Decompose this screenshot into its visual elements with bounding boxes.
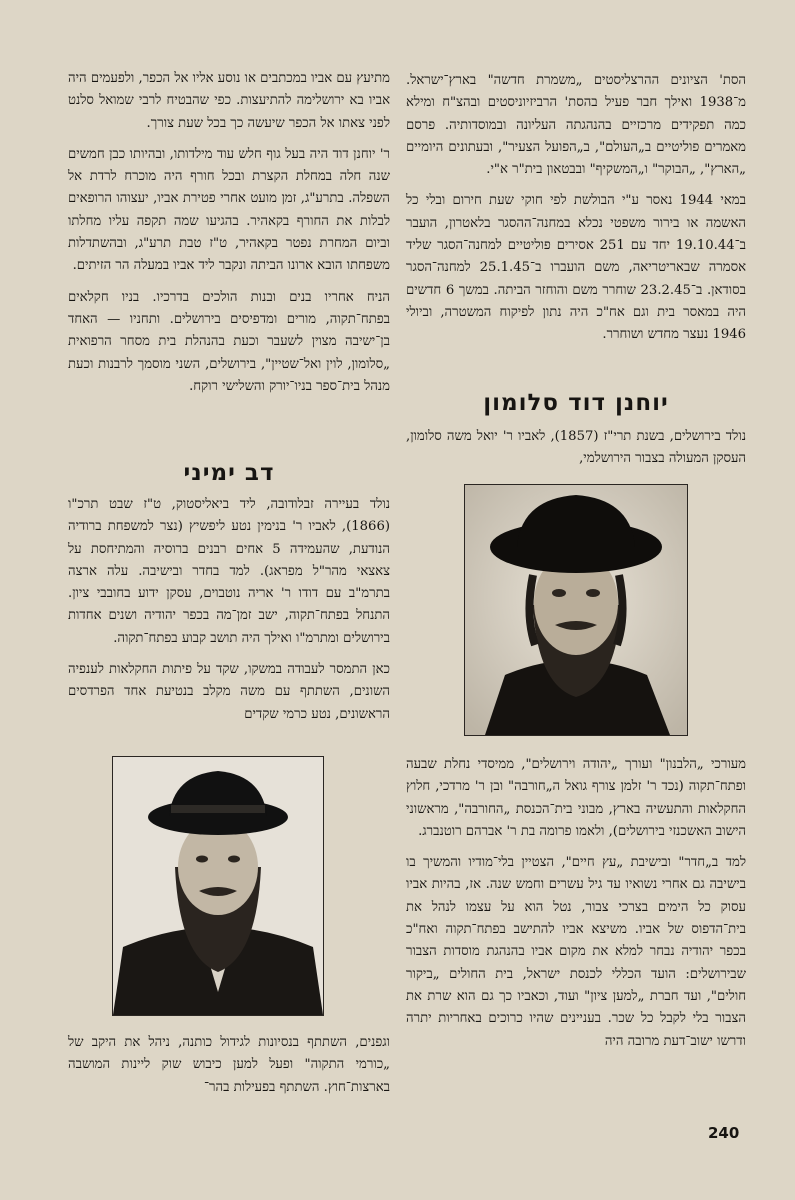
right-column-top xyxy=(406,70,746,356)
left-column-top xyxy=(68,68,390,407)
paragraph: הניח אחריו בנים ובנות הולכים בדרכיו. בניו חקלאים בפתח־תקוה, מורים ומדפיסים בירושלים. ותחניו — האחד בן־ישיבה מצוין לשעבר וכעת בהנהלת בית מסחר הרפואית „סלומון, לוין ואל־שטיין", בירושלים, השני מוסמך לרבנות וכעת מנהל בית־ספר בניו־יורק והשלישי רוקח. xyxy=(68,289,390,394)
portrait-photo-icon xyxy=(465,485,687,735)
article-heading-yochanan-david-salomon: יוחנן דוד סלומון xyxy=(483,390,669,416)
page-number: 240 xyxy=(708,1124,740,1142)
left-column-bottom xyxy=(68,1032,390,1108)
paragraph: נולד בירושלים, בשנת תרי"ז (1857), לאביו ר' יואל משה סלומון, העסקן המעולה בצבור הירושלמי, xyxy=(406,429,746,467)
right-column-bottom xyxy=(406,754,746,1062)
paragraph: במאי 1944 נאסר ע"י הבולשת לפי חוקי שעת חירום ובלי כל האשמה או בירור משפטי נכלא במחנה־ההסגר בלאטרון, הועבר ב־19.10.44 יחד עם 251 אסירים פוליטיים למחנה־הסגר שליד אסמרה שבאריטריאה, משם הועברו ב־25.1.45 למחנה־הסגר בסודאן. ב־23.2.45 שוחרר משם והוחזר הביתה. במשך 6 חדשים היה במאסר בית וגם אח"כ היה נתון לפיקוח המשטרה, וביולי 1946 נעצר מחדש ושוחרר. xyxy=(406,193,747,343)
portrait-photo-dov-yemini xyxy=(112,756,324,1016)
paragraph: וגפנים, השתתף בנסיונות לגידול כותנה, ניהל את היקב של „כורמי התקוה" ופעל למען כיבוש שוק ליינות המושבה בארצות־חוץ. השתתף בפעילות בהר־ xyxy=(68,1035,390,1095)
left-column-dov-bio xyxy=(68,494,390,735)
portrait-photo-icon xyxy=(113,757,323,1015)
paragraph: למד ב„חדר" ובישיבת „עץ חיים", הצטיין בלי־מודיו והמשיך בו בישיבה גם אחרי נשואיו עד גיל עשרים וחמש שנה. אז, בהיות אביו עסוק כל הימים בצרכי צבור, נטל הוא על עצמו לנהל את בית־הדפוס של אביו. משיצא אביו להתישב בפתח־תקוה ואח"כ בכפר יהודיה נבחר למלא את מקום אביו בהנהגת מוסדות הצבור שבירושלים: הועד הכללי לכנסת ישראל, בית החולים „ביקור חולים", ועד חברת „למען ציון" ועוד, וכאביו כך גם הוא שרת את הצבור בלי לקבל כל שכר. בעניינים שהיו כרוכים באחריות יתרה ודרשו ישוב־דעת מרובה היה xyxy=(406,855,746,1049)
paragraph: מעורכי „הלבנון" ועורך „יהודה וירושלים", ממיסדי נחלת שבעה ופתח־תקוה (נכד ר' זלמן צורף גואל ה„חורבה" ובן ר' מרדכי, חלוץ החקלאות והתעשיה בארץ, מבוני בית־הכנסת „החורבה", מראשוני הישוב האשכנזי בירושלים), ולאמו פרומה בת ר' אברהם רוטנברג. xyxy=(406,757,746,839)
right-column-bio-intro xyxy=(406,426,746,480)
paragraph: מתיעץ עם אביו במכתבים או נוסע אליו אל הכפר, ולפעמים היה אביו בא ירושלימה להתיעצות. כפי שהבטיח לרבי שמואל סלנט לפני צאתו אל הכפר שיעשה כך בכל שעת צורך. xyxy=(68,71,390,131)
paragraph: ר' יוחנן דוד היה בעל גוף חלש עוד מילדותו, ובהיותו כבן חמשים שנה חלה במחלת הקצרת ובכל חורף היה מוכרח לרדת אל השפלה. בתרע"ג, זמן מועט אחרי פטירת אביו, יעצוהו הרופאים לבלות את החורף בקאהיר. בהגיעו שמה תקפה עליו מחלתו וביום המחרת נפטר בקאהיר, ט"ז טבת תרע"ג, ובהשתדלות משפחתו הובא ארונו הביתה ונקבר ליד אביו במעלה הר הזיתים. xyxy=(68,146,390,274)
paragraph: הסת' הציונים ההרצליסטים „משמרת חדשה" בארץ־ישראל. מ־1938 ואילך חבר פעיל בהסת' הרביזיוניסטים ובהצ"ח ומילא כמה תפקידים מרכזיים בהנהגתה העליונה ובמוסדותיה. פרסם מאמרים פוליטיים ב„העולם", ב„הפועל הצעיר", ובעתונים היומיים „הארץ", „הבוקר" ו„המשקיף" ובבטאון בית"ר א"י. xyxy=(406,73,746,178)
paragraph: כאן התמסר לעבודה במשקו, שקד על פיתות החקלאות לענפיה השונים, השתתף עם משה מקלב בנטיעת אחד הפרדסים הראשונים, נטע כרמי שקדים xyxy=(68,662,390,722)
portrait-photo-yochanan-david-salomon xyxy=(464,484,688,736)
paragraph: נולד בעיירה זבלודובה, ליד ביאליסטוק, ט"ז שבט תרכ"ו (1866), לאביו ר' בנימין נטע ליפשיץ (נצר למשפחת ברודיה הנודעת, שהעמידה 5 אחים רבנים ברוסיה והמתיחסת על צאצאי מהר"ל מפראג). למד בחדר ובישיבה. עלה ארצה בתרמ"ב עם דודו ר' אריה נוטבוים, עסקן ידוע בחובבי ציון. התנחל בפתח־תקוה, ישב זמן־מה בכפר יהודיה ושנים אחדות בירושלים ומתרמ"ו ואילך היה תושב קבוע בפתח־תקוה. xyxy=(68,497,390,646)
article-heading-dov-yemini: דב ימיני xyxy=(183,460,275,486)
